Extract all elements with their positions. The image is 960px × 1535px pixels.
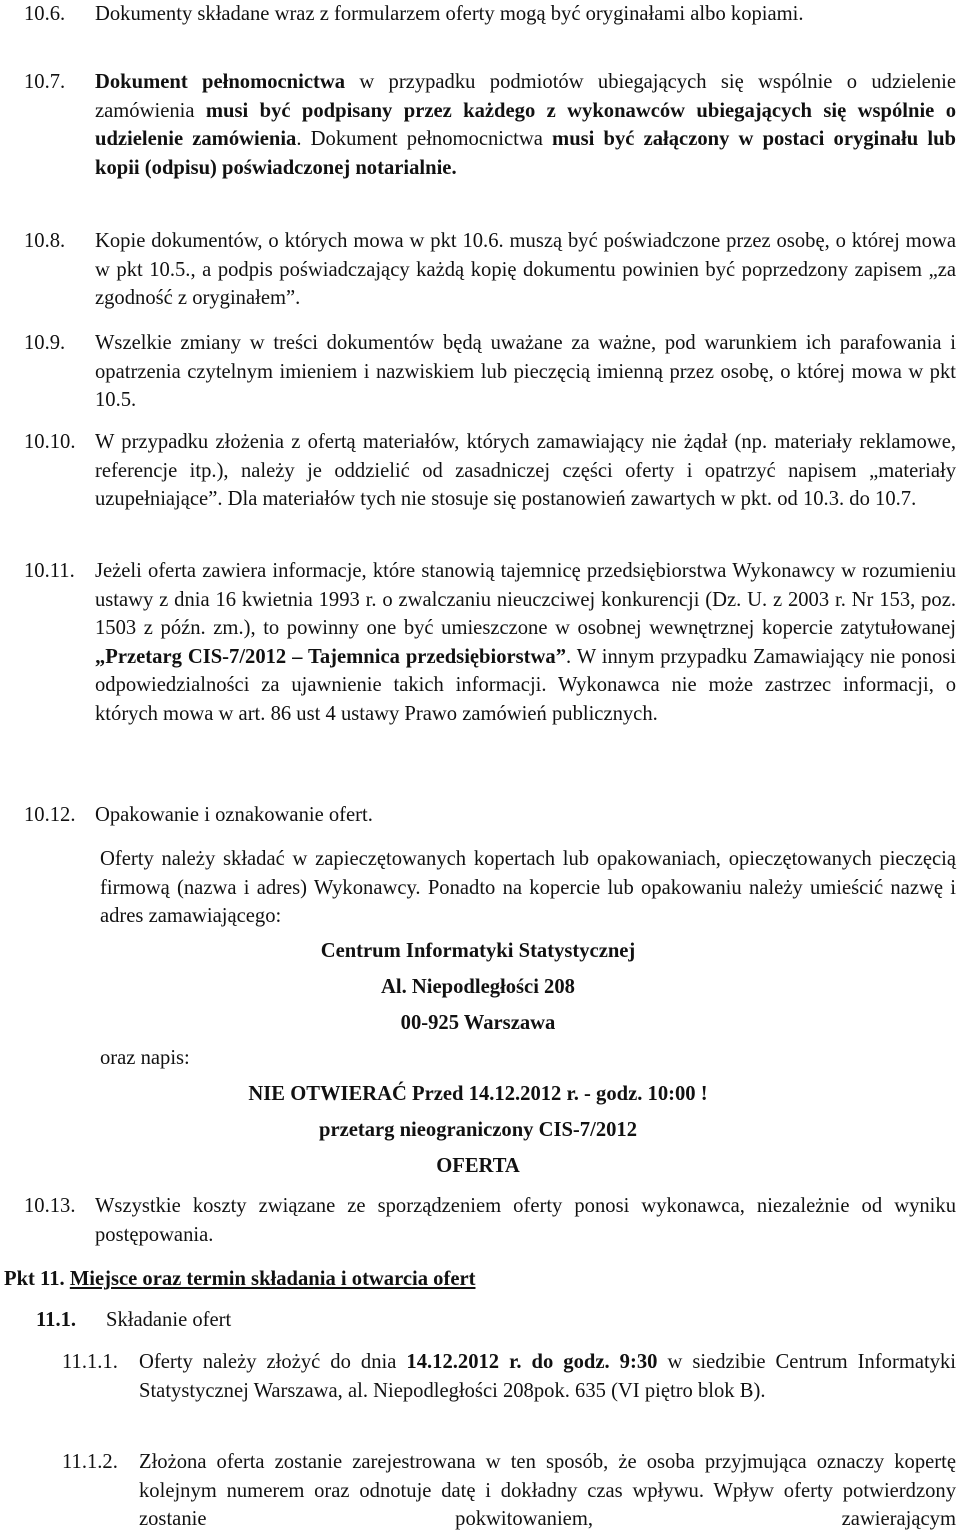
section-number: 10.12. <box>24 804 76 826</box>
section-10-6 <box>24 0 956 29</box>
marking-line-2: przetarg nieograniczony CIS-7/2012 <box>318 1119 638 1141</box>
section-text <box>139 1348 956 1405</box>
text-run: w siedzibie Centrum Informatyki Statystycznej Warszawa, al. Niepodległości 208pok. 635 (VI piętro blok B). <box>139 1351 957 1402</box>
section-10-8 <box>24 227 956 313</box>
section-number: 10.10. <box>24 431 76 453</box>
bold-phrase: „Przetarg CIS-7/2012 – Tajemnica przedsiębiorstwa” <box>95 645 567 668</box>
bold-phrase: musi być załączony w postaci oryginału lub kopii (odpisu) poświadczonej notarialnie. <box>95 128 956 179</box>
text-run: w przypadku podmiotów ubiegających się wspólnie o udzielenie zamówienia <box>95 71 956 122</box>
bold-phrase: 14.12.2012 r. do godz. 9:30 <box>406 1351 658 1373</box>
section-number: 10.7. <box>24 71 66 93</box>
oraz-napis-label: oraz napis: <box>100 1047 190 1069</box>
section-text: Złożona oferta zostanie zarejestrowana w ten sposób, że osoba przyjmująca oznaczy kopertę kolejnym numerem oraz odnotuje datę i dokładny czas wpływu. Wpływ oferty potwierdzony zostanie pokwitowaniem, zawierającym <box>139 1451 956 1530</box>
section-title: Opakowanie i oznakowanie ofert. <box>95 804 373 826</box>
section-text: W przypadku złożenia z ofertą materiałów, których zamawiający nie żądał (np. materiały reklamowe, referencje itp.), należy je oddzielić od zasadniczej części oferty i opatrzyć napisem „materiały uzupełniające”. Dla materiałów tych nie stosuje się postanowień zawartych w pkt. od 10.3. do 10.7. <box>95 431 956 510</box>
section-number: 11.1. <box>36 1309 77 1331</box>
section-text: Wszelkie zmiany w treści dokumentów będą uważane za ważne, pod warunkiem ich parafowania i opatrzenia czytelnym imieniem i nazwiskiem lub pieczęcią imienną przez osobę, o której mowa w pkt 10.5. <box>95 332 956 411</box>
envelope-instructions <box>100 845 956 931</box>
marking-line-3: OFERTA <box>436 1155 520 1177</box>
envelope-text: Oferty należy składać w zapieczętowanych kopertach lub opakowaniach, opieczętowanych pieczęcią firmową (nazwa i adres) Wykonawcy. Ponadto na kopercie lub opakowaniu należy umieścić nazwę i adres zamawiającego: <box>100 848 956 927</box>
bold-phrase: musi być podpisany przez każdego z wykonawców ubiegających się wspólnie o udzielenie zamówienia <box>95 99 957 150</box>
section-10-11 <box>24 557 956 728</box>
section-10-13 <box>24 1192 956 1249</box>
section-11-1-2 <box>62 1448 956 1534</box>
section-text <box>95 557 956 728</box>
section-10-7 <box>24 68 956 182</box>
text-run: Jeżeli oferta zawiera informacje, które stanowią tajemnicę przedsiębiorstwa Wykonawcy w rozumieniu ustawy z dnia 16 kwietnia 1993 r. o zwalczaniu nieuczciwej konkurencji (Dz. U. z 2003 r. Nr 153, poz. 1503 z późn. zm.), to powinny one być umieszczone w osobnej wewnętrznej kopercie zatytułowanej <box>95 560 956 639</box>
section-text <box>95 68 956 182</box>
heading-label: Pkt 11. <box>4 1268 65 1290</box>
section-text: Dokumenty składane wraz z formularzem oferty mogą być oryginałami albo kopiami. <box>95 3 804 25</box>
section-text: Wszystkie koszty związane ze sporządzeniem oferty ponosi wykonawca, niezależnie od wyniku postępowania. <box>95 1195 956 1246</box>
section-11-1 <box>36 1306 956 1335</box>
bold-phrase: Dokument pełnomocnictwa <box>95 71 346 93</box>
section-text: Kopie dokumentów, o których mowa w pkt 10.6. muszą być poświadczone przez osobę, o której mowa w pkt 10.5., a podpis poświadczający każdą kopię dokumentu powinien być poprzedzony zapisem „za zgodność z oryginałem”. <box>95 230 956 309</box>
section-number: 11.1.1. <box>62 1351 118 1373</box>
section-10-12 <box>24 801 956 830</box>
text-run: Oferty należy złożyć do dnia <box>139 1351 407 1373</box>
section-number: 10.6. <box>24 3 66 25</box>
section-number: 10.13. <box>24 1195 76 1217</box>
section-number: 10.8. <box>24 230 66 252</box>
heading-title: Miejsce oraz termin składania i otwarcia ofert <box>69 1268 476 1290</box>
section-11-1-1 <box>62 1348 956 1405</box>
section-text: Składanie ofert <box>106 1309 232 1331</box>
heading-pkt-11 <box>4 1265 475 1294</box>
section-number: 10.9. <box>24 332 66 354</box>
section-10-9 <box>24 329 956 415</box>
section-number: 11.1.2. <box>62 1451 118 1473</box>
section-number: 10.11. <box>24 560 75 582</box>
text-run: . Dokument pełnomocnictwa <box>296 128 553 150</box>
marking-line-1: NIE OTWIERAĆ Przed 14.12.2012 r. - godz. 10:00 ! <box>248 1083 708 1105</box>
address-line-2: Al. Niepodległości 208 <box>381 976 575 998</box>
section-10-10 <box>24 428 956 514</box>
address-line-1: Centrum Informatyki Statystycznej <box>320 940 636 962</box>
address-line-3: 00-925 Warszawa <box>400 1012 556 1034</box>
text-run: . W innym przypadku Zamawiający nie ponosi odpowiedzialności za ujawnienie takich informacji. Wykonawca nie może zastrzec informacji, o których mowa w art. 86 ust 4 ustawy Prawo zamówień publicznych. <box>95 645 956 725</box>
